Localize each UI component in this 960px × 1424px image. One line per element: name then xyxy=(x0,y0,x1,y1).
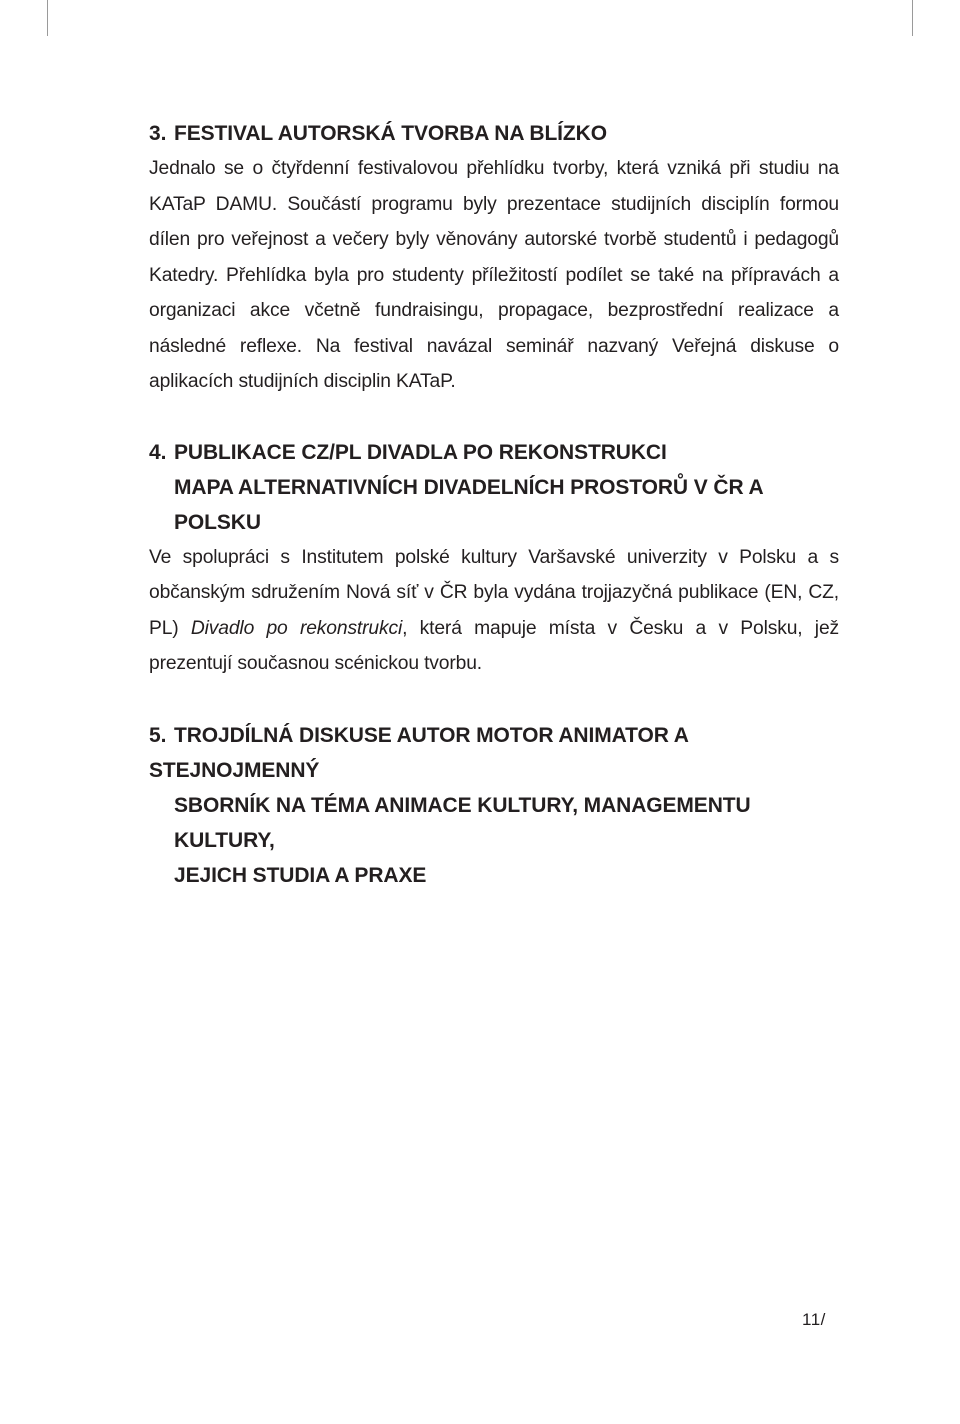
page-content xyxy=(149,116,839,893)
section-4-body-part-1: Ve spolupráci s Institutem polské kultury Varšavské univerzity v Polsku a s občanským sdružením Nová síť v ČR byla vydána trojjazyčná publikace (EN, CZ, PL) xyxy=(149,546,839,639)
section-4-heading-line-2: MAPA ALTERNATIVNÍCH DIVADELNÍCH PROSTORŮ V ČR A POLSKU xyxy=(174,475,763,534)
section-4-number: 4. xyxy=(149,440,167,464)
page-number: 11/ xyxy=(802,1310,826,1329)
crop-mark-top-left xyxy=(47,0,48,36)
section-3-number: 3. xyxy=(149,122,167,145)
crop-mark-top-right xyxy=(912,0,913,36)
section-4-body-part-2: , která mapuje místa v Česku a v Polsku, jež prezentují současnou scénickou tvorbu. xyxy=(149,617,840,674)
section-5-heading-line-1: TROJDÍLNÁ DISKUSE AUTOR MOTOR ANIMATOR A STEJNOJMENNÝ xyxy=(149,723,689,782)
section-3-body: Jednalo se o čtyřdenní festivalovou přehlídku tvorby, která vzniká při studiu na KATaP DAMU. Součástí programu byly prezentace studijních disciplín formou dílen pro veřejnost a večery byly věnovány autorské tvorbě studentů i pedagogů Katedry. Přehlídka byla pro studenty příležitostí podílet se také na přípravách a organizaci akce včetně fundraisingu, propagace, bezprostřední realizace a následné reflexe. Na festival navázal seminář nazvaný Veřejná diskuse o aplikacích studijních disciplin KATaP. xyxy=(149,158,839,392)
section-3-heading xyxy=(149,116,839,151)
section-5-number: 5. xyxy=(149,723,167,747)
section-4-heading xyxy=(149,435,839,540)
section-4-heading-line-1: PUBLIKACE CZ/PL DIVADLA PO REKONSTRUKCI xyxy=(174,440,667,464)
section-3-heading-line-1: FESTIVAL AUTORSKÁ TVORBA NA BLÍZKO xyxy=(174,122,607,145)
section-4-body xyxy=(149,540,839,682)
section-5-heading-line-3: JEJICH STUDIA A PRAXE xyxy=(174,863,427,887)
section-5 xyxy=(149,718,839,893)
section-5-heading-line-2: SBORNÍK NA TÉMA ANIMACE KULTURY, MANAGEMENTU KULTURY, xyxy=(174,793,751,852)
section-3 xyxy=(149,116,839,400)
section-4 xyxy=(149,435,839,682)
section-5-heading xyxy=(149,718,839,893)
section-4-publication-title: Divadlo po rekonstrukci xyxy=(190,617,403,639)
